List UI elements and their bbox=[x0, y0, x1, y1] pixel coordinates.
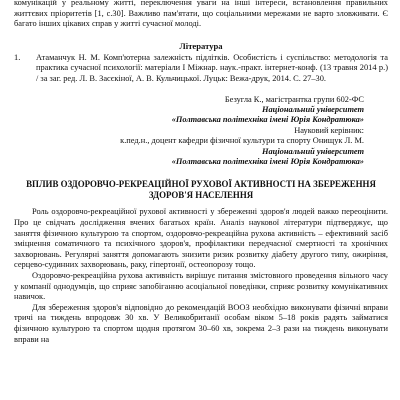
reference-item bbox=[14, 53, 388, 85]
body-paragraph-2: Оздоровчо-рекреаційна рухова активність вирішує питання змістовного проведення вільного часу у компанії однодумців, що сприяє запобіганню асоціальної поведінки, сприяє розвитку комунікативних навичок. bbox=[14, 270, 388, 302]
author-university-1: Національний університет bbox=[261, 104, 364, 114]
supervisor-university-1: Національний університет bbox=[261, 146, 364, 156]
author-block bbox=[14, 95, 388, 168]
body-paragraph-1: Роль оздоровчо-рекреаційної рухової активності у збереженні здоров'я людей важко переоцінити. Про це свідчать дослідження вчених багатьох країн. Аналіз наукової літератури підтверджує, що заняття фізичною культурою та спортом, оздоровчо-рекреаційна рухова активність – ефективний засіб зміцнення соматичного та психічного здоров'я, профілактики передчасної смертності та хронічних захворювань. Регулярні заняття допомагають знизити ризик розвитку діабету другого типу, ожиріння, серцево-судинних захворювань, раку, гіпертонії, остеопорозу тощо. bbox=[14, 207, 388, 270]
supervisor-label: Науковий керівник: bbox=[294, 125, 364, 135]
reference-text: Атаманчук Н. М. Комп'ютерна залежність підлітків. Особистість і суспільство: методологія та практика сучасної психології: матеріали I Міжнар. наук.-практ. інтернет-конф. (13 травня 2014 р.) / за заг. ред. Л. В. Засєкіної, А. В. Кульчицької. Луцьк: Вежа-друк, 2014. С. 27–30. bbox=[36, 52, 388, 83]
top-paragraph: комунікацій у реальному житті, переключення уваги на інші інтереси, встановлення правильних життєвих пріоритетів [1, с.30]. Важливо пам'ятати, що соціальними мережами не варто зловживати. Є багато інших цікавих справ у житті сучасної молоді. bbox=[14, 0, 388, 29]
body-paragraph-3: Для збереження здоров'я відповідно до рекомендацій ВООЗ необхідно виконувати фізичні вправи тричі на тиждень впродовж 30 хв. У Великобританії особам віком 5–18 років радять займатися фізичною культурою та спортом щодня протягом 30–60 хв, зокрема 2–3 рази на тиждень виконувати вправи на bbox=[14, 302, 388, 344]
reference-number: 1. bbox=[14, 52, 21, 62]
author-line: Безугла К., магістрантка групи 602-ФС bbox=[224, 94, 364, 104]
literature-title: Література bbox=[179, 40, 223, 51]
article-title: ВПЛИВ ОЗДОРОВЧО-РЕКРЕАЦІЙНОЇ РУХОВОЇ АКТИВНОСТІ НА ЗБЕРЕЖЕННЯ ЗДОРОВ'Я НАСЕЛЕННЯ bbox=[26, 179, 376, 201]
supervisor-university-2: «Полтавська політехніка імені Юрія Кондратюка» bbox=[171, 157, 364, 166]
supervisor-line: к.пед.н., доцент кафедри фізичної культури та спорту Онищук Л. М. bbox=[120, 136, 364, 146]
author-university-2: «Полтавська політехніка імені Юрія Кондратюка» bbox=[171, 115, 364, 125]
